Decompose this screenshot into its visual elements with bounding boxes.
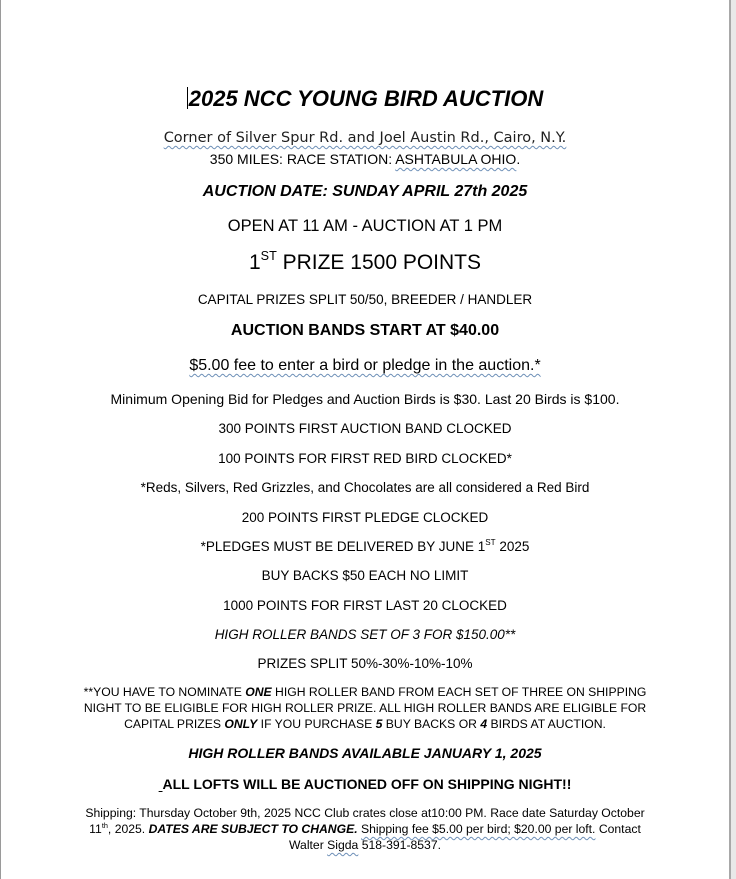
nominate-line-2: NIGHT TO BE ELIGIBLE FOR HIGH ROLLER PRIZE. ALL HIGH ROLLER BANDS ARE ELIGIBLE FOR [83,701,647,715]
high-roller-set: HIGH ROLLER BANDS SET OF 3 FOR $150.00** [214,627,516,642]
red-bird-note: *Reds, Silvers, Red Grizzles, and Chocolates are all considered a Red Bird [140,480,590,495]
minimum-bid: Minimum Opening Bid for Pledges and Auction Birds is $30. Last 20 Birds is $100. [110,391,620,407]
first-prize: 1ST PRIZE 1500 POINTS [248,249,482,274]
nominate-line-1: **YOU HAVE TO NOMINATE ONE HIGH ROLLER BAND FROM EACH SET OF THREE ON SHIPPING [83,685,647,699]
auction-date: AUCTION DATE: SUNDAY APRIL 27th 2025 [202,183,528,200]
high-roller-available: HIGH ROLLER BANDS AVAILABLE JANUARY 1, 2025 [188,745,542,761]
buy-backs: BUY BACKS $50 EACH NO LIMIT [261,568,469,583]
points-first-band: 300 POINTS FIRST AUCTION BAND CLOCKED [218,421,512,436]
last-20-points: 1000 POINTS FOR FIRST LAST 20 CLOCKED [223,598,507,613]
points-first-pledge: 200 POINTS FIRST PLEDGE CLOCKED [241,510,489,525]
bands-start: AUCTION BANDS START AT $40.00 [230,322,500,339]
points-red-bird: 100 POINTS FOR FIRST RED BIRD CLOCKED* [218,451,512,466]
text-cursor [187,87,188,109]
shipping-night: ALL LOFTS WILL BE AUCTIONED OFF ON SHIPPING NIGHT!! [162,776,572,792]
prizes-split: PRIZES SPLIT 50%-30%-10%-10% [257,656,473,671]
location-line: Corner of Silver Spur Rd. and Joel Austin Rd., Cairo, N.Y. [163,130,567,146]
pledges-delivery: *PLEDGES MUST BE DELIVERED BY JUNE 1ST 2025 [200,538,530,554]
open-time: OPEN AT 11 AM - AUCTION AT 1 PM [227,217,503,235]
entry-fee: $5.00 fee to enter a bird or pledge in the auction.* [189,357,541,374]
document-page[interactable] [1,0,729,879]
shipping-line-2: 11th, 2025. DATES ARE SUBJECT TO CHANGE. Shipping fee $5.00 per bird; $20.00 per loft. Contact [89,820,641,836]
document-title: 2025 NCC YOUNG BIRD AUCTION [188,86,544,111]
shipping-line-3: Walter Sigda 518-391-8537. [289,838,441,852]
race-station-line: 350 MILES: RACE STATION: ASHTABULA OHIO. [209,151,521,167]
window-gutter [731,0,736,879]
shipping-line-1: Shipping: Thursday October 9th, 2025 NCC Club crates close at10:00 PM. Race date Saturday October [85,806,645,820]
nominate-line-3: CAPITAL PRIZES ONLY IF YOU PURCHASE 5 BUY BACKS OR 4 BIRDS AT AUCTION. [124,717,606,731]
capital-prizes: CAPITAL PRIZES SPLIT 50/50, BREEDER / HANDLER [197,292,533,307]
